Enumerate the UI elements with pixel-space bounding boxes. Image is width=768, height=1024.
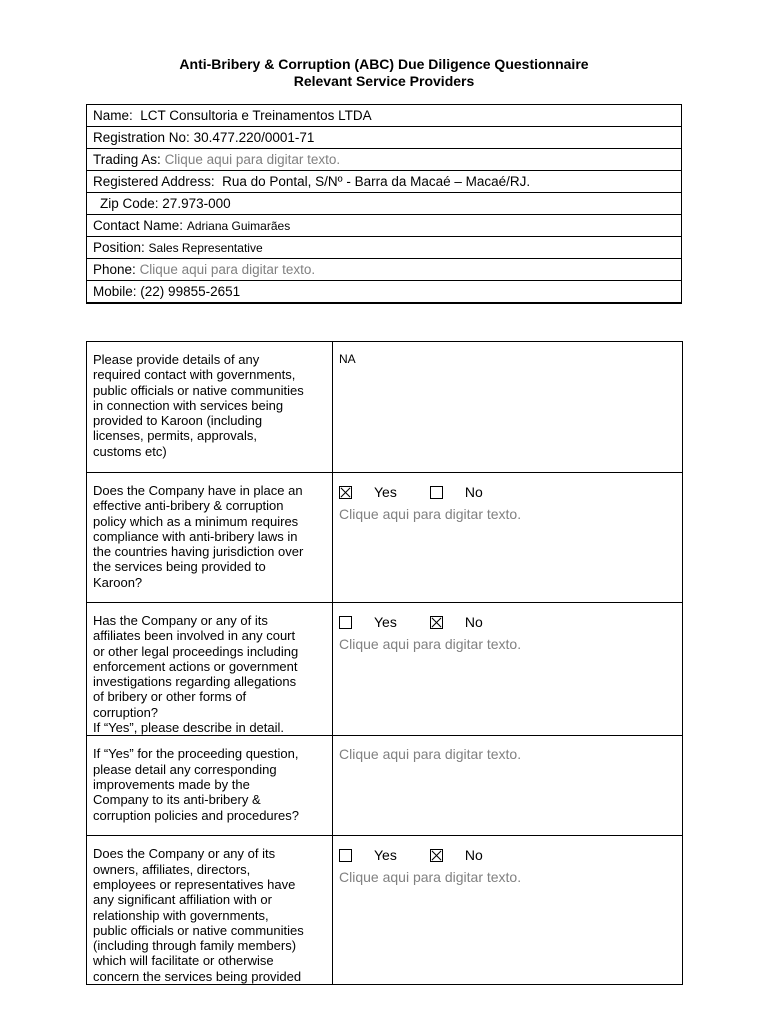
registration-label: Registration No: bbox=[93, 130, 190, 145]
question-text: If “Yes” for the proceeding question, please detail any corresponding improvements made by the Company to its anti-bribery & corruption policies and procedures? bbox=[87, 736, 333, 836]
mobile-row bbox=[87, 281, 682, 304]
yes-label: Yes bbox=[374, 614, 397, 630]
no-label: No bbox=[464, 484, 483, 500]
answer-field[interactable]: Clique aqui para digitar texto. bbox=[339, 869, 522, 886]
yes-checkbox[interactable] bbox=[339, 849, 352, 862]
zip-value[interactable]: 27.973-000 bbox=[162, 196, 231, 211]
zip-label: Zip Code: bbox=[100, 196, 159, 211]
yes-no-options bbox=[339, 483, 676, 501]
address-row bbox=[87, 171, 682, 193]
question-text: Does the Company have in place an effective anti-bribery & corruption policy which as a minimum requires compliance with anti-bribery laws in the countries having jurisdiction over the services being provided to Karoon? bbox=[87, 473, 333, 603]
document-title bbox=[0, 56, 768, 90]
contact-label: Contact Name: bbox=[93, 218, 184, 233]
yes-no-options bbox=[339, 846, 676, 864]
trading-field[interactable]: Clique aqui para digitar texto. bbox=[164, 152, 341, 167]
no-label: No bbox=[464, 614, 483, 630]
position-row bbox=[87, 237, 682, 259]
mobile-label: Mobile: bbox=[93, 284, 137, 299]
registration-value[interactable]: 30.477.220/0001-71 bbox=[193, 130, 315, 145]
answer-field[interactable]: Clique aqui para digitar texto. bbox=[339, 506, 522, 522]
question-row bbox=[87, 473, 683, 603]
company-info-table bbox=[86, 104, 682, 304]
phone-field[interactable]: Clique aqui para digitar texto. bbox=[139, 262, 316, 277]
position-value[interactable]: Sales Representative bbox=[148, 241, 263, 255]
answer-field[interactable]: Clique aqui para digitar texto. bbox=[339, 746, 522, 763]
name-value[interactable]: LCT Consultoria e Treinamentos LTDA bbox=[140, 108, 372, 123]
address-label: Registered Address: bbox=[93, 174, 215, 189]
title-line-2: Relevant Service Providers bbox=[293, 73, 475, 89]
answer-text[interactable]: NA bbox=[339, 352, 356, 366]
answer-cell bbox=[333, 836, 683, 985]
answer-cell[interactable] bbox=[333, 342, 683, 473]
yes-checkbox[interactable] bbox=[339, 486, 352, 499]
answer-cell bbox=[333, 603, 683, 736]
question-row bbox=[87, 836, 683, 985]
question-text: Has the Company or any of its affiliates been involved in any court or other legal proceedings including enforcement actions or government investigations regarding allegations of bribery or other forms of corruption? If “Yes”, please describe in detail. bbox=[87, 603, 333, 736]
phone-row bbox=[87, 259, 682, 281]
name-row bbox=[87, 105, 682, 127]
answer-cell bbox=[333, 473, 683, 603]
no-label: No bbox=[464, 847, 483, 864]
question-row bbox=[87, 342, 683, 473]
name-label: Name: bbox=[93, 108, 133, 123]
trading-row bbox=[87, 149, 682, 171]
address-value[interactable]: Rua do Pontal, S/Nº - Barra da Macaé – Macaé/RJ. bbox=[222, 174, 531, 189]
yes-checkbox[interactable] bbox=[339, 616, 352, 629]
yes-no-options bbox=[339, 613, 676, 631]
answer-cell bbox=[333, 736, 683, 836]
position-label: Position: bbox=[93, 240, 145, 255]
contact-row bbox=[87, 215, 682, 237]
mobile-value[interactable]: (22) 99855-2651 bbox=[140, 284, 241, 299]
questionnaire-table bbox=[86, 341, 683, 985]
yes-label: Yes bbox=[374, 484, 397, 500]
phone-label: Phone: bbox=[93, 262, 136, 277]
zip-row bbox=[87, 193, 682, 215]
question-text: Does the Company or any of its owners, affiliates, directors, employees or representatives have any significant affiliation with or relationship with governments, public officials or native communities (including through family members) which will facilitate or otherwise concern the services being provided bbox=[87, 836, 333, 985]
trading-label: Trading As: bbox=[93, 152, 161, 167]
registration-row bbox=[87, 127, 682, 149]
question-row bbox=[87, 603, 683, 736]
no-checkbox[interactable] bbox=[430, 486, 443, 499]
no-checkbox[interactable] bbox=[430, 616, 443, 629]
answer-field[interactable]: Clique aqui para digitar texto. bbox=[339, 636, 522, 652]
yes-label: Yes bbox=[374, 847, 397, 864]
contact-value[interactable]: Adriana Guimarães bbox=[186, 219, 291, 233]
question-row bbox=[87, 736, 683, 836]
question-text: Please provide details of any required contact with governments, public officials or native communities in connection with services being provided to Karoon (including licenses, permits, approvals, customs etc) bbox=[87, 342, 333, 473]
no-checkbox[interactable] bbox=[430, 849, 443, 862]
title-line-1: Anti-Bribery & Corruption (ABC) Due Diligence Questionnaire bbox=[179, 56, 589, 72]
